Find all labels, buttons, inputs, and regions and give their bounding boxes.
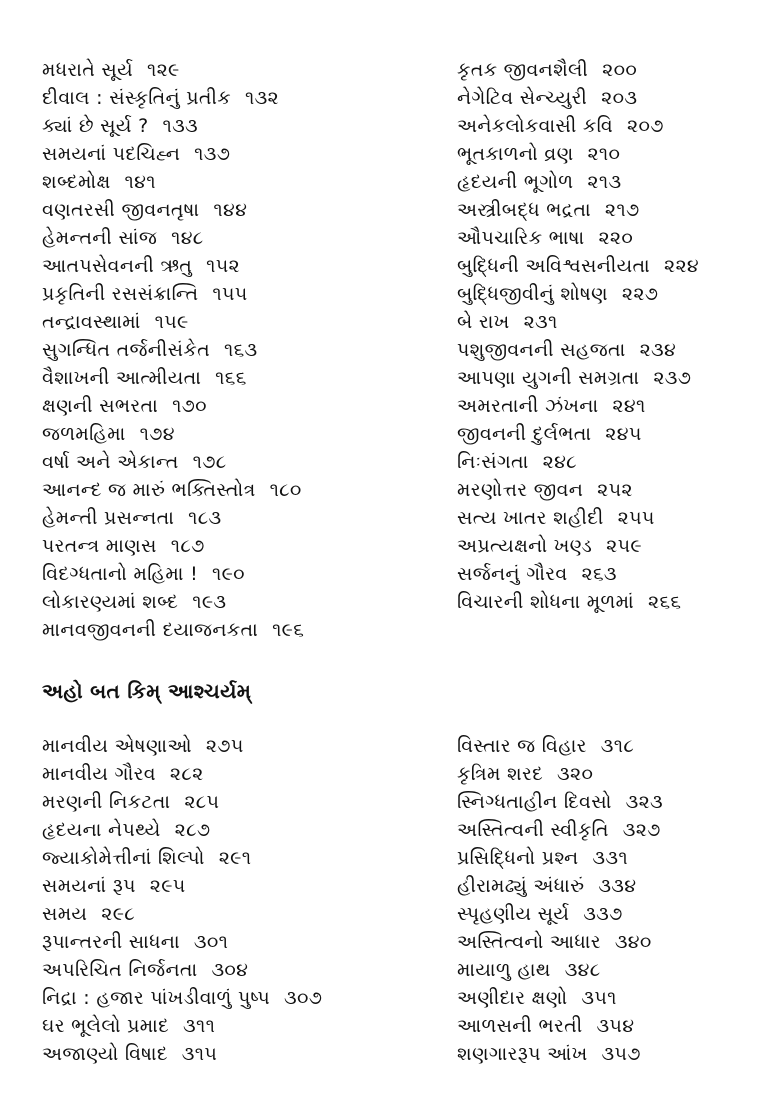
toc-entry-page-number: ૨૧૩ xyxy=(587,171,622,193)
toc-entry xyxy=(42,308,442,336)
toc-entry-page-number: ૧૪૮ xyxy=(171,227,204,249)
toc-entry-page-number: ૧૫૫ xyxy=(212,283,248,305)
toc-entry xyxy=(457,476,767,504)
toc-entry xyxy=(42,928,442,956)
toc-entry xyxy=(42,196,442,224)
toc-entry-title: વર્ષા અને એકાન્ત xyxy=(42,451,179,473)
toc-entry-page-number: ૧૩૭ xyxy=(194,143,231,165)
toc-entry-title: આળસની ભરતી xyxy=(457,1015,583,1037)
toc-entry xyxy=(457,196,767,224)
toc-entry-title: હેમન્તી પ્રસન્નતા xyxy=(42,507,175,529)
toc-entry xyxy=(42,616,442,644)
toc-entry-page-number: ૩૩૧ xyxy=(592,847,628,869)
toc-entry-title: સમયનાં રૂપ xyxy=(42,875,136,897)
toc-entry-page-number: ૨૨૭ xyxy=(621,283,659,305)
toc-entry-page-number: ૩૨૩ xyxy=(625,791,664,813)
toc-entry-page-number: ૩૧૧ xyxy=(183,1015,216,1037)
toc-entry-page-number: ૨૩૪ xyxy=(639,339,677,361)
toc-entry xyxy=(457,788,767,816)
toc-entry-page-number: ૨૮૫ xyxy=(184,791,220,813)
toc-entry xyxy=(457,872,767,900)
toc-entry-page-number: ૨૯૫ xyxy=(149,875,186,897)
toc-entry-page-number: ૨૯૮ xyxy=(101,903,136,925)
toc-entry-page-number: ૩૦૪ xyxy=(211,959,249,981)
toc-entry-title: કૃત્રિમ શરદ xyxy=(457,763,544,785)
toc-entry-page-number: ૩૫૭ xyxy=(601,1043,641,1065)
toc-entry xyxy=(42,560,442,588)
toc-entry-title: હેમન્તની સાંજ xyxy=(42,227,158,249)
toc-entry xyxy=(457,56,767,84)
toc-entry-page-number: ૧૨૯ xyxy=(146,59,180,81)
toc-entry-title: આપણા યુગની સમગ્રતા xyxy=(457,367,640,389)
toc-entry-page-number: ૨૪૫ xyxy=(605,423,642,445)
toc-entry xyxy=(42,280,442,308)
toc-entry-page-number: ૧૬૩ xyxy=(223,339,258,361)
toc-entry xyxy=(42,984,442,1012)
toc-entry xyxy=(42,816,442,844)
toc-entry xyxy=(457,112,767,140)
toc-entry-page-number: ૨૬૩ xyxy=(581,563,617,585)
toc-entry xyxy=(42,788,442,816)
toc-entry xyxy=(457,956,767,984)
toc-entry-title: મધરાતે સૂર્ય xyxy=(42,59,133,81)
toc-entry xyxy=(457,84,767,112)
toc-entry xyxy=(42,140,442,168)
toc-entry xyxy=(42,588,442,616)
toc-entry-title: પ્રસિદ્ધિનો પ્રશ્ન xyxy=(457,847,579,869)
toc-entry-title: નિદ્રા : હજાર પાંખડીવાળું પુષ્પ xyxy=(42,987,271,1009)
toc-entry-title: ક્ષણની સભરતા xyxy=(42,395,159,417)
toc-entry-page-number: ૨૦૦ xyxy=(602,59,638,81)
toc-entry-title: મરણની નિકટતા xyxy=(42,791,171,813)
toc-entry xyxy=(42,760,442,788)
toc-entry-page-number: ૩૦૭ xyxy=(284,987,323,1009)
toc-entry-title: સુગન્ધિત તર્જનીસંકેત xyxy=(42,339,210,361)
toc-entry-title: હૃદયના નેપથ્યે xyxy=(42,819,161,841)
toc-entry xyxy=(42,56,442,84)
toc-entry-title: જળમહિમા xyxy=(42,423,126,445)
toc-entry-title: સત્ય ખાતર શહીદી xyxy=(457,507,604,529)
toc-entry-page-number: ૧૮૭ xyxy=(170,535,205,557)
toc-entry-title: શણગારરૂપ આંખ xyxy=(457,1043,588,1065)
toc-entry-title: શબ્દમોક્ષ xyxy=(42,171,111,193)
toc-entry-title: બુદ્ધિની અવિશ્વસનીયતા xyxy=(457,255,650,277)
toc-entry xyxy=(42,392,442,420)
toc-entry xyxy=(42,224,442,252)
toc-entry-title: માનવીય ગૌરવ xyxy=(42,763,156,785)
toc-entry-title: વૈશાખની આત્મીયતા xyxy=(42,367,202,389)
toc-entry-title: બે રાખ xyxy=(457,311,510,333)
toc-entry xyxy=(42,168,442,196)
toc-entry xyxy=(457,168,767,196)
toc-entry-title: હીરામઢ્યું અંધારું xyxy=(457,875,585,897)
contents-column-right xyxy=(457,56,767,616)
toc-entry-title: જ્યાકોમેત્તીનાં શિલ્પો xyxy=(42,847,205,869)
toc-entry xyxy=(42,956,442,984)
toc-entry xyxy=(457,984,767,1012)
toc-entry-title: દીવાલ : સંસ્કૃતિનું પ્રતીક xyxy=(42,87,231,109)
toc-entry xyxy=(457,816,767,844)
toc-entry-page-number: ૨૭૫ xyxy=(205,735,244,757)
toc-entry xyxy=(42,532,442,560)
toc-entry-page-number: ૩૦૧ xyxy=(193,931,229,953)
toc-entry-title: વણતરસી જીવનતૃષા xyxy=(42,199,200,221)
toc-entry xyxy=(457,420,767,448)
toc-entry xyxy=(42,476,442,504)
toc-entry-title: અમરતાની ઝંખના xyxy=(457,395,599,417)
toc-entry-title: સ્નિગ્ધતાહીન દિવસો xyxy=(457,791,612,813)
toc-entry-page-number: ૨૮૨ xyxy=(169,763,204,785)
toc-entry xyxy=(42,1012,442,1040)
toc-entry-page-number: ૧૮૦ xyxy=(269,479,302,501)
toc-entry-title: માનવીય એષણાઓ xyxy=(42,735,192,757)
contents-column-left xyxy=(42,732,442,1068)
toc-entry xyxy=(457,336,767,364)
toc-entry-title: ઔપચારિક ભાષા xyxy=(457,227,585,249)
toc-entry xyxy=(457,900,767,928)
toc-entry xyxy=(42,112,442,140)
toc-entry xyxy=(42,900,442,928)
toc-entry-page-number: ૨૩૭ xyxy=(653,367,692,389)
toc-entry xyxy=(42,872,442,900)
toc-entry-page-number: ૨૪૮ xyxy=(542,451,577,473)
toc-entry-title: ભૂતકાળનો વ્રણ xyxy=(457,143,574,165)
toc-entry-title: બુદ્ધિજીવીનું શોષણ xyxy=(457,283,608,305)
toc-entry-page-number: ૨૦૭ xyxy=(627,115,664,137)
toc-entry xyxy=(457,588,767,616)
toc-entry xyxy=(457,224,767,252)
toc-entry-page-number: ૨૦૩ xyxy=(601,87,638,109)
toc-entry-title: ઘર ભૂલેલો પ્રમાદ xyxy=(42,1015,170,1037)
toc-entry-title: અજાણ્યો વિષાદ xyxy=(42,1043,168,1065)
toc-entry-page-number: ૧૬૬ xyxy=(215,367,247,389)
toc-entry-page-number: ૨૨૪ xyxy=(664,255,699,277)
toc-entry-title: પરતન્ત્ર માણસ xyxy=(42,535,157,557)
toc-entry-title: કૃતક જીવનશૈલી xyxy=(457,59,589,81)
toc-entry-title: અપરિચિત નિર્જનતા xyxy=(42,959,198,981)
toc-entry-page-number: ૧૫૨ xyxy=(206,255,241,277)
toc-entry xyxy=(457,448,767,476)
toc-entry-page-number: ૨૫૨ xyxy=(597,479,633,501)
toc-entry xyxy=(457,760,767,788)
toc-entry-title: સમય xyxy=(42,903,88,925)
toc-entry-page-number: ૨૫૯ xyxy=(606,535,642,557)
toc-entry xyxy=(42,844,442,872)
toc-entry xyxy=(457,280,767,308)
toc-entry-title: પશુજીવનની સહજતા xyxy=(457,339,626,361)
toc-entry-page-number: ૩૪૦ xyxy=(614,931,652,953)
toc-entry-page-number: ૧૭૮ xyxy=(192,451,227,473)
toc-entry-page-number: ૩૪૮ xyxy=(564,959,601,981)
toc-entry xyxy=(42,336,442,364)
toc-entry-page-number: ૧૯૩ xyxy=(192,591,227,613)
toc-entry-title: જીવનની દુર્લભતા xyxy=(457,423,592,445)
toc-entry xyxy=(42,1040,442,1068)
toc-entry-title: મરણોત્તર જીવન xyxy=(457,479,584,501)
toc-entry-title: આનન્દ જ મારું ભક્તિસ્તોત્ર xyxy=(42,479,256,501)
toc-entry-title: વિચારની શોધના મૂળમાં xyxy=(457,591,634,613)
toc-entry-title: અપ્રત્યક્ષનો ખણ્ડ xyxy=(457,535,593,557)
toc-entry xyxy=(42,420,442,448)
toc-entry-page-number: ૧૩૨ xyxy=(244,87,279,109)
toc-entry-page-number: ૩૩૪ xyxy=(598,875,637,897)
toc-entry-page-number: ૧૪૧ xyxy=(124,171,156,193)
toc-entry-page-number: ૧૮૩ xyxy=(188,507,222,529)
toc-entry-title: અણીદાર ક્ષણો xyxy=(457,987,568,1009)
toc-entry xyxy=(457,532,767,560)
toc-entry-page-number: ૩૨૭ xyxy=(622,819,661,841)
toc-entry-title: અનેકલોકવાસી કવિ xyxy=(457,115,614,137)
toc-entry-title: માનવજીવનની દયાજનકતા xyxy=(42,619,259,641)
toc-entry xyxy=(457,140,767,168)
toc-entry-title: અસ્તિત્વનો આધાર xyxy=(457,931,601,953)
toc-entry xyxy=(42,504,442,532)
toc-entry-title: હૃદયની ભૂગોળ xyxy=(457,171,574,193)
toc-entry-title: નિઃસંગતા xyxy=(457,451,529,473)
toc-entry-page-number: ૨૫૫ xyxy=(617,507,655,529)
toc-entry-title: તન્દ્રાવસ્થામાં xyxy=(42,311,141,333)
toc-entry-title: સ્પૃહણીય સૂર્ય xyxy=(457,903,570,925)
toc-entry xyxy=(457,844,767,872)
toc-entry-title: લોકારણ્યમાં શબ્દ xyxy=(42,591,179,613)
toc-entry-title: વિસ્તાર જ વિહાર xyxy=(457,735,587,757)
toc-entry-title: રૂપાન્તરની સાધના xyxy=(42,931,180,953)
toc-entry-title: વિદગ્ધતાનો મહિમા ! xyxy=(42,563,198,585)
toc-entry xyxy=(457,392,767,420)
toc-entry-page-number: ૨૮૭ xyxy=(174,819,211,841)
toc-entry-title: ક્યાં છે સૂર્ય ? xyxy=(42,115,149,137)
toc-entry-title: નેગેટિવ સેન્ચ્યુરી xyxy=(457,87,588,109)
toc-entry-page-number: ૨૨૦ xyxy=(598,227,634,249)
toc-entry xyxy=(457,928,767,956)
toc-entry xyxy=(457,560,767,588)
toc-entry-title: અસ્તિત્વની સ્વીકૃતિ xyxy=(457,819,609,841)
toc-entry-page-number: ૨૧૦ xyxy=(587,143,621,165)
section-heading: અહો બત કિમ્ આશ્ચર્યમ્ xyxy=(42,679,252,703)
toc-entry-page-number: ૧૭૦ xyxy=(172,395,207,417)
toc-entry xyxy=(42,448,442,476)
toc-entry xyxy=(457,252,767,280)
toc-entry-page-number: ૨૧૭ xyxy=(604,199,640,221)
toc-entry-page-number: ૩૧૫ xyxy=(181,1043,218,1065)
toc-entry xyxy=(457,1012,767,1040)
toc-entry-title: પ્રકૃતિની રસસંક્રાન્તિ xyxy=(42,283,199,305)
toc-entry-page-number: ૧૩૩ xyxy=(162,115,198,137)
toc-entry-title: સર્જનનું ગૌરવ xyxy=(457,563,568,585)
toc-entry-page-number: ૧૭૪ xyxy=(139,423,175,445)
toc-entry xyxy=(457,732,767,760)
toc-entry xyxy=(42,364,442,392)
toc-entry-page-number: ૩૨૦ xyxy=(557,763,594,785)
toc-entry xyxy=(42,84,442,112)
toc-entry xyxy=(457,504,767,532)
toc-entry-page-number: ૧૫૯ xyxy=(154,311,189,333)
toc-entry-title: અસ્ત્રીબદ્ધ ભદ્રતા xyxy=(457,199,591,221)
toc-entry-page-number: ૩૫૧ xyxy=(581,987,617,1009)
toc-entry-page-number: ૨૯૧ xyxy=(218,847,252,869)
contents-column-right xyxy=(457,732,767,1068)
toc-entry-page-number: ૧૯૦ xyxy=(212,563,245,585)
toc-entry-title: માયાળુ હાથ xyxy=(457,959,551,981)
toc-entry-page-number: ૧૪૪ xyxy=(213,199,248,221)
toc-entry xyxy=(457,308,767,336)
contents-column-left xyxy=(42,56,442,644)
toc-entry-title: આતપસેવનની ઋતુ xyxy=(42,255,193,277)
toc-entry-title: સમયનાં પદચિહ્ન xyxy=(42,143,181,165)
toc-entry-page-number: ૨૪૧ xyxy=(612,395,646,417)
toc-entry xyxy=(42,252,442,280)
toc-entry-page-number: ૨૩૧ xyxy=(523,311,558,333)
toc-entry-page-number: ૨૬૬ xyxy=(648,591,682,613)
toc-entry-page-number: ૩૫૪ xyxy=(596,1015,635,1037)
toc-entry-page-number: ૩૧૮ xyxy=(600,735,635,757)
toc-entry-page-number: ૧૯૬ xyxy=(272,619,305,641)
toc-entry xyxy=(457,364,767,392)
toc-entry-page-number: ૩૩૭ xyxy=(583,903,623,925)
toc-entry xyxy=(457,1040,767,1068)
toc-entry xyxy=(42,732,442,760)
